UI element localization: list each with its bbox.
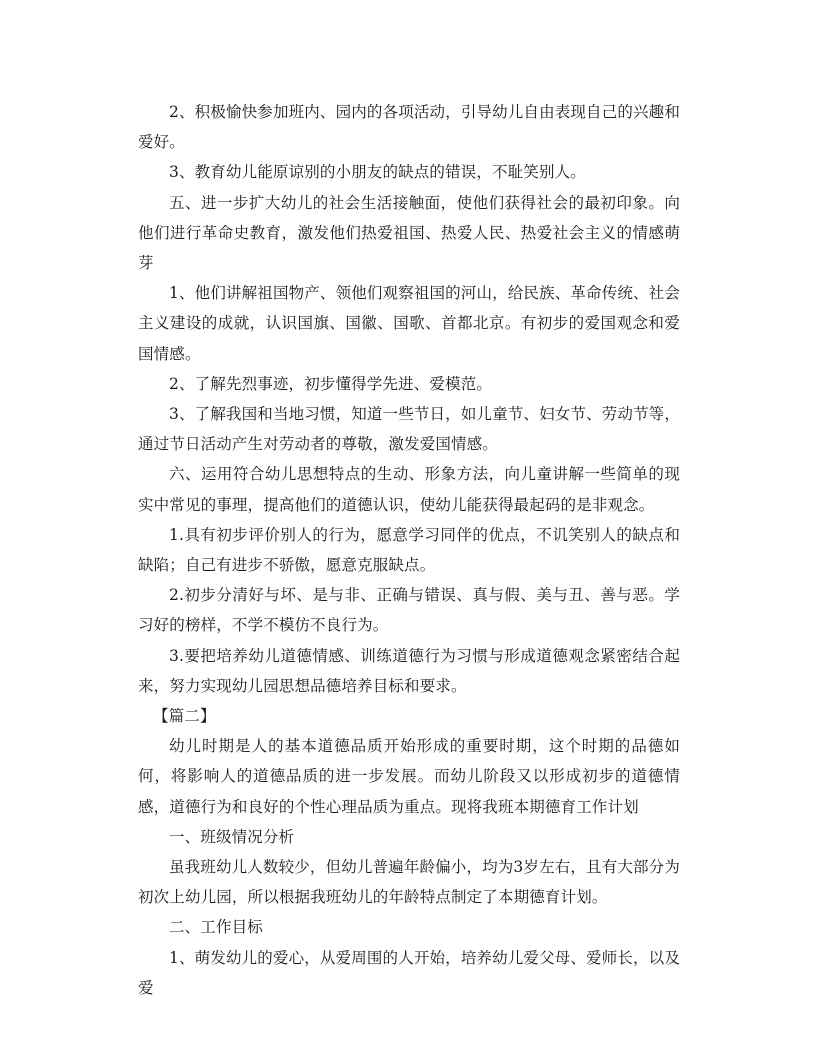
paragraph-combine: 3.要把培养幼儿道德情感、训练道德行为习惯与形成道德观念紧密结合起来，努力实现幼儿园思想品德培养目标和要求。 xyxy=(138,646,680,695)
heading-work-goals: 二、工作目标 xyxy=(169,918,263,937)
paragraph-motherland: 1、他们讲解祖国物产、领他们观察祖国的河山，给民族、革命传统、社会主义建设的成就，认识国旗、国徽、国歌、首都北京。有初步的爱国观念和爱国情感。 xyxy=(138,284,680,363)
paragraph-evaluate: 1.具有初步评价别人的行为，愿意学习同伴的优点，不讥笑别人的缺点和缺陷；自己有进步不骄傲，愿意克服缺点。 xyxy=(138,525,680,575)
document-body xyxy=(138,97,680,1003)
paragraph-class-analysis: 虽我班幼儿人数较少，但幼儿普遍年龄偏小，均为3岁左右，且有大部分为初次上幼儿园，所以根据我班幼儿的年龄特点制定了本期德育计划。 xyxy=(138,858,680,907)
paragraph-holidays: 3、了解我国和当地习惯，知道一些节日，如儿童节、妇女节、劳动节等，通过节日活动产生对劳动者的尊敬，激发爱国情感。 xyxy=(138,405,680,454)
paragraph-distinguish: 2.初步分清好与坏、是与非、正确与错误、真与假、美与丑、善与恶。学习好的榜样，不学不模仿不良行为。 xyxy=(138,586,680,635)
paragraph-goal-love: 1、萌发幼儿的爱心，从爱周围的人开始，培养幼儿爱父母、爱师长，以及爱 xyxy=(138,948,680,997)
section-heading-part-two: 【篇二】 xyxy=(153,707,216,726)
paragraph-intro: 幼儿时期是人的基本道德品质开始形成的重要时期，这个时期的品德如何，将影响人的道德品质的进一步发展。而幼儿阶段又以形成初步的道德情感，道德行为和良好的个性心理品质为重点。现将我班本期德育工作计划 xyxy=(138,737,680,816)
paragraph-activities: 2、积极愉快参加班内、园内的各项活动，引导幼儿自由表现自己的兴趣和爱好。 xyxy=(138,103,680,152)
paragraph-forgive: 3、教育幼儿能原谅别的小朋友的缺点的错误，不耻笑别人。 xyxy=(169,163,586,182)
paragraph-section-six: 六、运用符合幼儿思想特点的生动、形象方法，向儿童讲解一些简单的现实中常见的事理，提高他们的道德认识，使幼儿能获得最起码的是非观念。 xyxy=(138,465,680,514)
heading-class-analysis: 一、班级情况分析 xyxy=(169,827,295,846)
paragraph-section-five: 五、进一步扩大幼儿的社会生活接触面，使他们获得社会的最初印象。向他们进行革命史教育，激发他们热爱祖国、热爱人民、热爱社会主义的情感萌芽 xyxy=(138,193,680,273)
paragraph-martyrs: 2、了解先烈事迹，初步懂得学先进、爱模范。 xyxy=(169,374,493,393)
